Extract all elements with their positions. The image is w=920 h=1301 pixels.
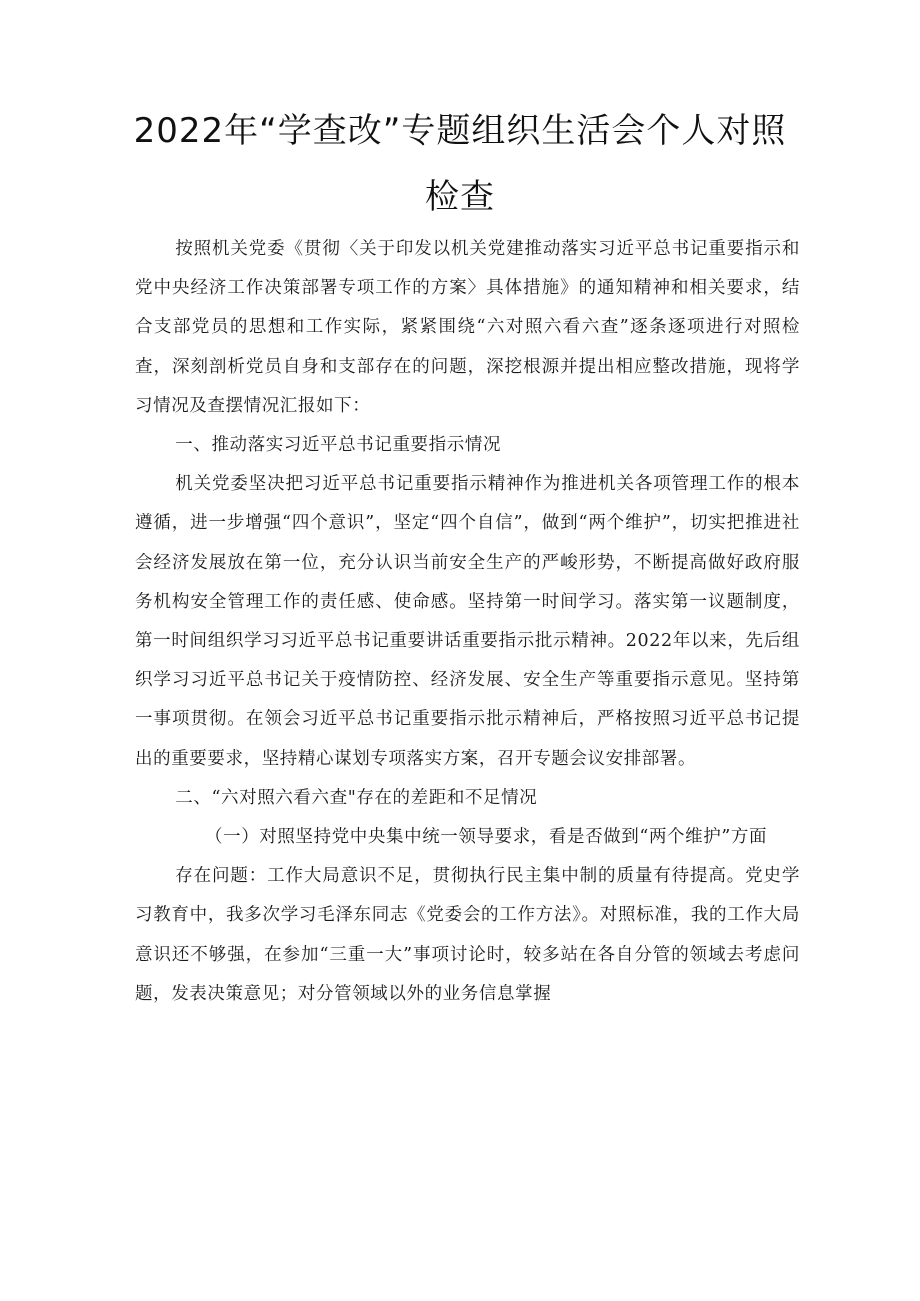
section-heading-2: 二、“六对照六看六查"存在的差距和不足情况: [175, 787, 538, 808]
document-title: 2022年“学查改”专题组织生活会个人对照检查: [133, 111, 787, 217]
subsection-heading-1: （一）对照坚持党中央集中统一领导要求，看是否做到“两个维护”方面: [205, 827, 768, 848]
document-body: [135, 230, 800, 1014]
section-heading-1: 一、推动落实习近平总书记重要指示情况: [175, 435, 502, 456]
problem-paragraph: 存在问题：工作大局意识不足，贯彻执行民主集中制的质量有待提高。党史学习教育中，我多次学习毛泽东同志《党委会的工作方法》。对照标准，我的工作大局意识还不够强，在参加“三重一大”事项讨论时，较多站在各自分管的领域去考虑问题，发表决策意见；对分管领域以外的业务信息掌握: [135, 866, 800, 1004]
section-1-paragraph: 机关党委坚决把习近平总书记重要指示精神作为推进机关各项管理工作的根本遵循，进一步增强“四个意识”，坚定“四个自信”，做到“两个维护”，切实把推进社会经济发展放在第一位，充分认识当前安全生产的严峻形势，不断提高做好政府服务机构安全管理工作的责任感、使命感。坚持第一时间学习。落实第一议题制度，第一时间组织学习习近平总书记重要讲话重要指示批示精神。2022年以来，先后组织学习习近平总书记关于疫情防控、经济发展、安全生产等重要指示意见。坚持第一事项贯彻。在领会习近平总书记重要指示批示精神后，严格按照习近平总书记提出的重要要求，坚持精心谋划专项落实方案，召开专题会议安排部署。: [135, 474, 800, 769]
intro-paragraph: 按照机关党委《贯彻〈关于印发以机关党建推动落实习近平总书记重要指示和党中央经济工作决策部署专项工作的方案〉具体措施》的通知精神和相关要求，结合支部党员的思想和工作实际，紧紧围绕“六对照六看六查”逐条逐项进行对照检查，深刻剖析党员自身和支部存在的问题，深挖根源并提出相应整改措施，现将学习情况及查摆情况汇报如下：: [135, 239, 800, 416]
